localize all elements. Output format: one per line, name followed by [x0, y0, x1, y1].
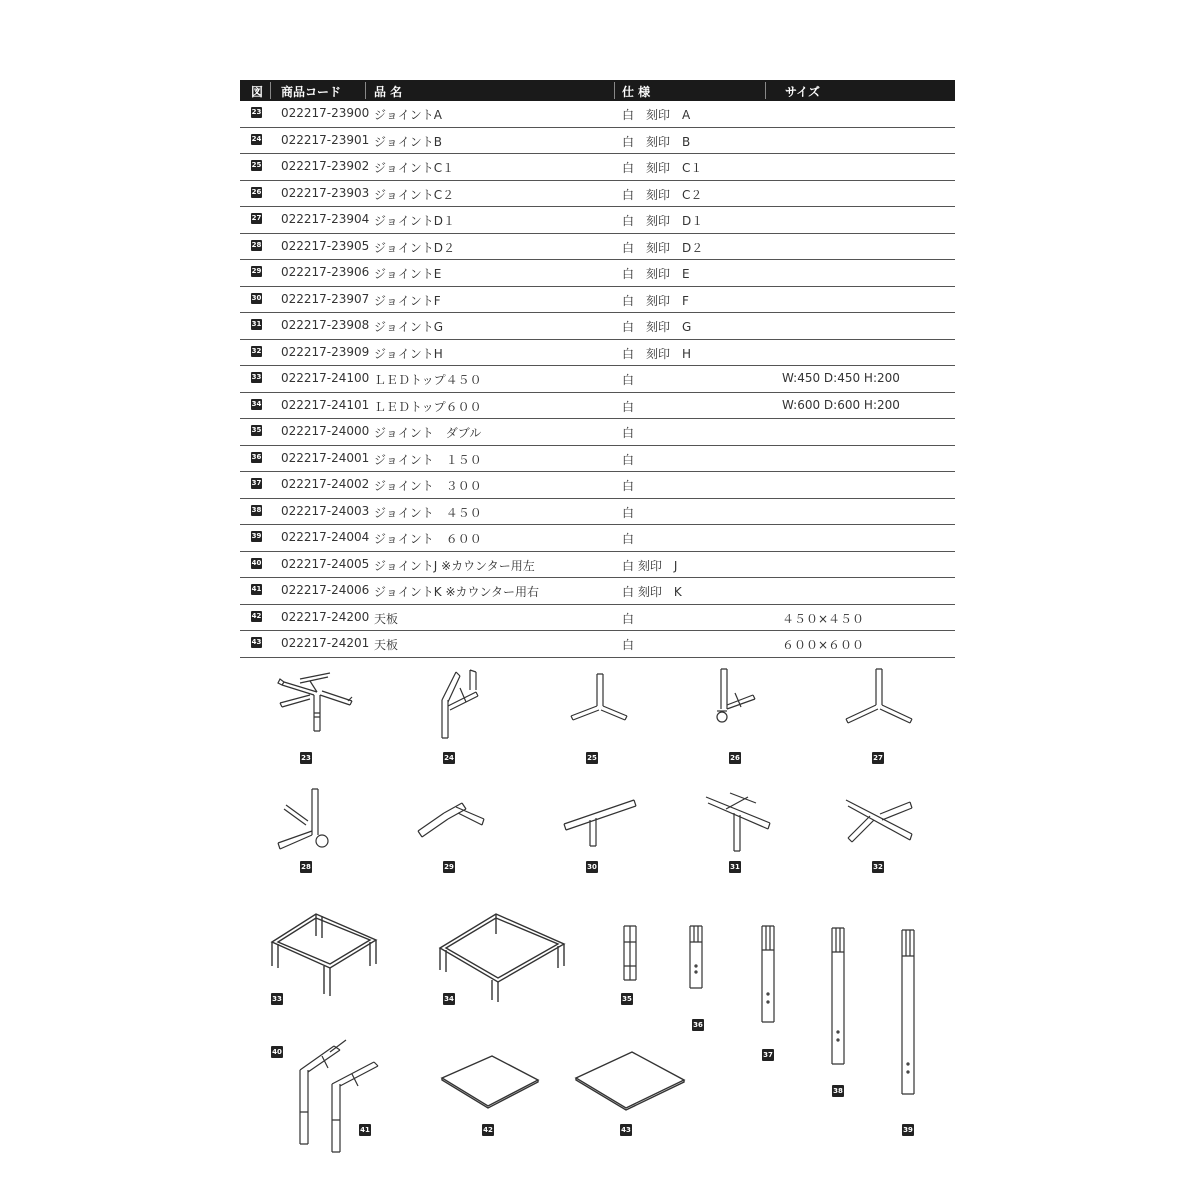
product-code: 022217-23901	[281, 132, 370, 147]
table-body	[240, 101, 955, 658]
product-name: 天板	[374, 611, 399, 626]
figure-label: 30	[587, 863, 597, 871]
table-row	[240, 525, 955, 552]
header-size: サイズ	[785, 85, 821, 99]
row-number-badge: 24	[251, 134, 262, 143]
table-header	[240, 80, 955, 101]
product-spec: 白	[622, 399, 635, 414]
table-row	[240, 472, 955, 499]
table-row	[240, 393, 955, 420]
table-row	[240, 234, 955, 261]
figure-label: 31	[730, 863, 740, 871]
product-code: 022217-24004	[281, 530, 370, 544]
table-row	[240, 181, 955, 208]
figure-label: 38	[833, 1087, 843, 1095]
product-code: 022217-23907	[281, 291, 370, 306]
joint-f-icon	[560, 790, 640, 850]
product-code: 022217-24005	[281, 556, 370, 571]
table-row	[240, 340, 955, 367]
product-spec: 白 刻印 G	[622, 320, 692, 334]
figure-label: 43	[621, 1126, 631, 1134]
product-code: 022217-23903	[281, 185, 370, 200]
row-number-badge: 25	[251, 161, 262, 169]
product-code: 022217-23909	[281, 344, 370, 359]
product-name: ジョイント １５０	[374, 452, 482, 467]
header-num: 図	[251, 85, 264, 99]
product-name: ジョイント ６００	[374, 532, 482, 546]
product-spec: 白	[622, 638, 635, 652]
product-size: W:450 D:450 H:200	[782, 371, 900, 385]
figure-label: 39	[903, 1126, 913, 1134]
figure-label: 35	[622, 995, 632, 1003]
product-code: 022217-24002	[281, 477, 370, 491]
joint-300-icon	[758, 922, 778, 1026]
product-code: 022217-24200	[281, 609, 370, 624]
joint-150-icon	[686, 922, 706, 992]
product-name: ジョイントG	[374, 320, 444, 334]
product-spec: 白	[622, 611, 635, 626]
product-name: ジョイントB	[374, 134, 442, 149]
figure-label: 26	[730, 754, 740, 762]
joint-d2-icon	[268, 785, 338, 855]
product-name: ジョイントD２	[374, 240, 456, 255]
product-code: 022217-23906	[281, 265, 370, 279]
header-divider	[365, 82, 366, 99]
product-spec: 白 刻印 C１	[622, 161, 703, 175]
figure-label: 28	[301, 863, 311, 871]
figure-label: 25	[587, 754, 597, 762]
led-top-450-icon	[266, 908, 382, 1000]
table-row	[240, 313, 955, 340]
joint-g-icon	[700, 785, 780, 855]
product-spec: 白 刻印 C２	[622, 187, 703, 202]
product-spec: 白 刻印 F	[622, 293, 689, 308]
joint-c2-icon	[705, 665, 765, 735]
figure-label: 23	[301, 754, 311, 762]
product-name: ジョイント ４５０	[374, 505, 482, 520]
product-size: W:600 D:600 H:200	[782, 397, 900, 412]
row-number-badge: 40	[251, 558, 262, 567]
row-number-badge: 43	[251, 638, 262, 646]
product-code: 022217-23902	[281, 159, 370, 173]
product-name: ジョイントH	[374, 346, 443, 361]
product-code: 022217-24003	[281, 503, 370, 518]
product-spec: 白	[622, 479, 635, 493]
joint-d1-icon	[840, 665, 920, 735]
joint-600-icon	[898, 926, 920, 1098]
table-row	[240, 260, 955, 287]
product-name: ジョイントJ ※カウンター用左	[374, 558, 535, 573]
figure-label: 42	[483, 1126, 493, 1134]
header-code: 商品コード	[281, 85, 342, 99]
figure-label: 37	[763, 1051, 773, 1059]
row-number-badge: 29	[251, 267, 262, 275]
figure-label: 27	[873, 754, 883, 762]
figure-label: 33	[272, 995, 282, 1003]
product-name: ＬＥＤトップ４５０	[374, 373, 482, 387]
product-name: ジョイントA	[374, 108, 442, 122]
product-code: 022217-24201	[281, 636, 370, 650]
figure-label: 24	[444, 754, 454, 762]
row-number-badge: 39	[251, 532, 262, 540]
joint-b-icon	[430, 662, 490, 742]
table-row	[240, 552, 955, 579]
joint-e-icon	[412, 795, 492, 845]
product-name: ジョイントK ※カウンター用右	[374, 585, 540, 599]
top-board-600-icon	[574, 1050, 686, 1112]
header-name: 品 名	[374, 85, 403, 99]
header-divider	[765, 82, 766, 99]
product-name: ジョイント ダブル	[374, 426, 482, 440]
product-name: ジョイントE	[374, 267, 442, 281]
product-name: ジョイントC１	[374, 161, 455, 175]
product-code: 022217-24100	[281, 371, 370, 385]
product-name: ＬＥＤトップ６００	[374, 399, 482, 414]
row-number-badge: 41	[251, 585, 262, 593]
table-row	[240, 101, 955, 128]
product-code: 022217-23908	[281, 318, 370, 332]
top-board-450-icon	[440, 1054, 540, 1110]
product-name: ジョイントC２	[374, 187, 455, 202]
header-divider	[614, 82, 615, 99]
product-spec: 白 刻印 E	[622, 267, 690, 281]
parts-table	[240, 80, 955, 658]
product-name: 天板	[374, 638, 399, 652]
product-spec: 白	[622, 426, 635, 440]
product-code: 022217-24006	[281, 583, 370, 597]
product-spec: 白	[622, 505, 635, 520]
table-row	[240, 419, 955, 446]
product-spec: 白 刻印 J	[622, 558, 678, 573]
product-size: ４５０×４５０	[782, 611, 865, 626]
product-spec: 白	[622, 373, 635, 387]
product-code: 022217-24001	[281, 450, 370, 465]
header-spec: 仕 様	[622, 85, 651, 99]
table-row	[240, 499, 955, 526]
joint-c1-icon	[565, 670, 635, 730]
joint-k-icon	[326, 1058, 386, 1158]
product-spec: 白 刻印 H	[622, 346, 692, 361]
product-spec: 白	[622, 452, 635, 467]
product-spec: 白 刻印 B	[622, 134, 691, 149]
product-code: 022217-23904	[281, 212, 370, 226]
product-code: 022217-23905	[281, 238, 370, 253]
table-row	[240, 605, 955, 632]
row-number-badge: 33	[251, 373, 262, 381]
table-row	[240, 287, 955, 314]
figure-label: 32	[873, 863, 883, 871]
row-number-badge: 23	[251, 108, 262, 116]
table-row	[240, 154, 955, 181]
led-top-600-icon	[434, 908, 570, 1004]
product-spec: 白 刻印 A	[622, 108, 691, 122]
row-number-badge: 42	[251, 611, 262, 620]
figure-label: 36	[693, 1021, 703, 1029]
product-code: 022217-24101	[281, 397, 370, 412]
row-number-badge: 28	[251, 240, 262, 249]
product-spec: 白 刻印 D２	[622, 240, 704, 255]
product-size: ６００×６００	[782, 638, 865, 652]
product-spec: 白 刻印 K	[622, 585, 682, 599]
row-number-badge: 26	[251, 187, 262, 196]
joint-double-icon	[620, 922, 640, 984]
row-number-badge: 27	[251, 214, 262, 222]
row-number-badge: 37	[251, 479, 262, 487]
row-number-badge: 30	[251, 293, 262, 302]
product-name: ジョイント ３００	[374, 479, 482, 493]
joint-h-icon	[840, 790, 920, 850]
row-number-badge: 32	[251, 346, 262, 355]
joint-450-icon	[828, 924, 848, 1068]
row-number-badge: 31	[251, 320, 262, 328]
header-divider	[270, 82, 271, 99]
table-row	[240, 631, 955, 658]
row-number-badge: 36	[251, 452, 262, 461]
table-row	[240, 578, 955, 605]
product-code: 022217-24000	[281, 424, 370, 438]
product-name: ジョイントD１	[374, 214, 456, 228]
figure-label: 34	[444, 995, 454, 1003]
figure-label: 40	[272, 1048, 282, 1056]
row-number-badge: 34	[251, 399, 262, 408]
figure-label: 41	[360, 1126, 370, 1134]
table-row	[240, 366, 955, 393]
product-code: 022217-23900	[281, 106, 370, 120]
table-row	[240, 128, 955, 155]
table-row	[240, 207, 955, 234]
row-number-badge: 35	[251, 426, 262, 434]
row-number-badge: 38	[251, 505, 262, 514]
table-row	[240, 446, 955, 473]
product-spec: 白 刻印 D１	[622, 214, 704, 228]
figure-label: 29	[444, 863, 454, 871]
joint-a-icon	[270, 665, 360, 735]
product-name: ジョイントF	[374, 293, 441, 308]
product-spec: 白	[622, 532, 635, 546]
